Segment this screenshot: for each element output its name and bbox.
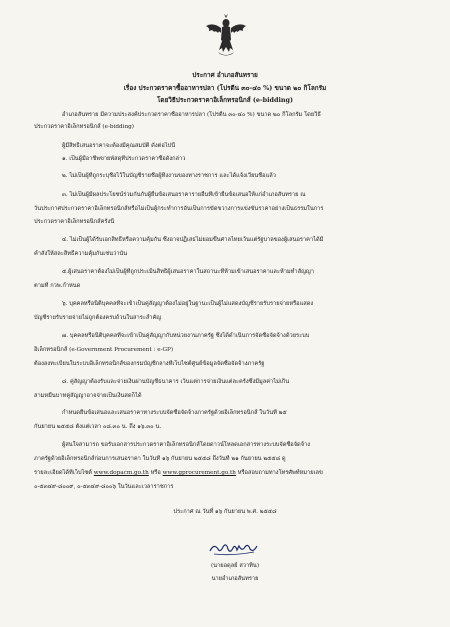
contact-info-cont: ภาครัฐด้วยอิเล็กทรอนิกส์ก่อนการเสนอราคา ในวันที่ ๑๖ กันยายน ๒๕๕๘ ถึงวันที่ ๒๑ กันยายน ๒๕๕๘ ดู: [34, 456, 286, 462]
qualification-item-7-cont: อิเล็กทรอนิกส์ (e-Government Procurement : e-GP): [34, 347, 174, 353]
contact-website-label: รายละเอียดได้ที่เว็บไซต์: [34, 470, 92, 476]
qualification-item-3: ๓. ไม่เป็นผู้มีผลประโยชน์ร่วมกันกับผู้ยื่นข้อเสนอราคารายอื่นที่เข้ายื่นข้อเสนอให้แก่อำเภอสันทราย ณ: [62, 192, 306, 198]
qualification-item-5: ๕.ผู้เสนอราคาต้องไม่เป็นผู้ที่ถูกประเมินสิทธิผู้เสนอราคาในสถานะที่ห้ามเข้าเสนอราคาและห้ามทำสัญญา: [62, 269, 314, 275]
contact-info: ผู้สนใจสามารถ ขอรับเอกสารประกวดราคาอิเล็กทรอนิกส์โดยดาวน์โหลดเอกสารทางระบบจัดซื้อจัดจ้าง: [62, 442, 311, 448]
qualification-item-3-cont: ประกวดราคาอิเล็กทรอนิกส์ครั้งนี้: [34, 219, 115, 225]
qualification-item-1: ๑. เป็นผู้มีอาชีพขายพัสดุที่ประกวดราคาซื้อดังกล่าว: [62, 156, 186, 162]
contact-or: หรือ: [150, 470, 163, 476]
qualification-item-5-cont: ตามที่ กวพ.กำหนด: [34, 283, 81, 289]
intro-line-1: อำเภอสันทราย มีความประสงค์ประกวดราคาซื้ออาหารปลา (โปรตีน ๓๐-๔๐ %) ขนาด ๒๐ กิโลกรัม โดยวิธี: [62, 112, 321, 118]
qualification-item-6-cont: บัญชีรายรับรายจ่ายไม่ถูกต้องครบถ้วนในสาระสำคัญ: [34, 315, 162, 321]
bid-schedule-cont: กันยายน ๒๕๕๘ ตั้งแต่เวลา ๐๘.๓๐ น. ถึง ๑๖.๓๐ น.: [34, 424, 162, 430]
qualification-item-4: ๔. ไม่เป็นผู้ได้รับเอกสิทธิ์หรือความคุ้มกัน ซึ่งอาจปฏิเสธไม่ยอมขึ้นศาลไทยเว้นแต่รัฐบาลของผู้เสนอราคาได้มี: [62, 237, 324, 243]
qualification-item-8: ๘. คู่สัญญาต้องรับและจ่ายเงินผ่านบัญชีธนาคาร เว้นแต่การจ่ายเงินแต่ละครั้งซึ่งมีมูลค่าไม่เกิน: [62, 379, 290, 385]
qualification-item-8-cont: สามหมื่นบาทคู่สัญญาอาจจ่ายเป็นเงินสดก็ได้: [34, 393, 142, 399]
gprocurement-link[interactable]: www.gprocurement.go.th: [162, 470, 236, 476]
announcement-date: ประกาศ ณ วันที่ ๑๖ กันยายน พ.ศ. ๒๕๕๘: [173, 509, 277, 515]
qualification-item-4-cont: คำสั่งให้สละสิทธิ์ความคุ้มกันเช่นว่านั้น: [34, 251, 128, 257]
qualification-item-7: ๗. บุคคลหรือนิติบุคคลที่จะเข้าเป็นคู่สัญญากับหน่วยงานภาครัฐ ซึ่งได้ดำเนินการจัดซื้อจัดจ้างด้วยระบบ: [62, 333, 310, 339]
qualification-item-3-cont: วันประกาศประกวดราคาอิเล็กทรอนิกส์หรือไม่เป็นผู้กระทำการอันเป็นการขัดขวางการแข่งขันราคาอย่างเป็นธรรมในการ: [34, 206, 324, 212]
bid-schedule: กำหนดยื่นข้อเสนอและเสนอราคาทางระบบจัดซื้อจัดจ้างภาครัฐด้วยอิเล็กทรอนิกส์ ในวันที่ ๒๕: [62, 410, 287, 416]
qualification-item-6: ๖. บุคคลหรือนิติบุคคลที่จะเข้าเป็นคู่สัญญาต้องไม่อยู่ในฐานะเป็นผู้ไม่แสดงบัญชีรายรับรายจ่ายหรือแสดง: [62, 301, 314, 307]
dopacm-link[interactable]: www.dopacm.go.th: [93, 470, 149, 476]
contact-phone-numbers: ๐-๕๓๔๙-๘๐๐๙, ๐-๕๓๔๙-๘๐๐๖ ในวันและเวลาราชการ: [34, 484, 174, 490]
signer-name: (นายอดุลย์ สวาทิน): [210, 563, 260, 569]
signature-mark: [208, 540, 260, 558]
qualification-intro: ผู้มีสิทธิเสนอราคาจะต้องมีคุณสมบัติ ดังต่อไปนี้: [62, 143, 176, 149]
header-office: ประกาศ อำเภอสันทราย: [192, 71, 258, 79]
qualification-item-2: ๒. ไม่เป็นผู้ที่ถูกระบุชื่อไว้ในบัญชีรายชื่อผู้ทิ้งงานของทางราชการ และได้แจ้งเวียนชื่อแล้ว: [62, 173, 276, 179]
header-subject: เรื่อง ประกวดราคาซื้ออาหารปลา (โปรตีน ๓๐-๔๐ %) ขนาด ๒๐ กิโลกรัม: [123, 84, 327, 92]
garuda-emblem-icon: [205, 14, 247, 58]
intro-line-2: ประกวดราคาอิเล็กทรอนิกส์ (e-bidding): [34, 124, 135, 130]
contact-phone-label: หรือสอบถามทางโทรศัพท์หมายเลข: [237, 470, 323, 476]
qualification-item-7-cont: ต้องลงทะเบียนในระบบอิเล็กทรอนิกส์ของกรมบัญชีกลางที่เว็บไซต์ศูนย์ข้อมูลจัดซื้อจัดจ้างภาครัฐ: [34, 361, 265, 367]
contact-info-links: [34, 469, 323, 477]
signer-position: นายอำเภอสันทราย: [211, 576, 259, 582]
header-method: โดยวิธีประกวดราคาอิเล็กทรอนิกส์ (e-bidding): [156, 96, 294, 104]
